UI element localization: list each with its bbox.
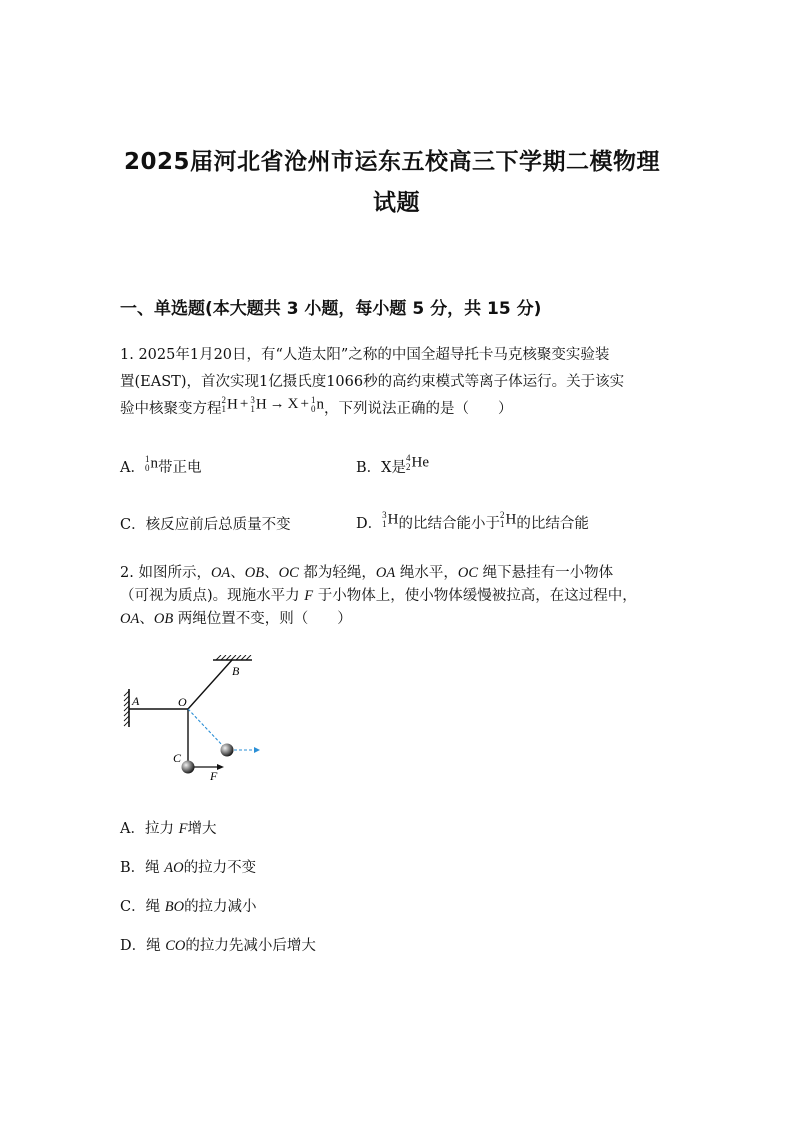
q1-line3-text: 验中核聚变方程 [120,401,222,417]
q1-option-a[interactable] [120,453,202,477]
neutron: 1 0 n [310,394,324,414]
option-text: 带正电 [157,460,202,476]
option-label: B．X是 [356,460,406,476]
label-c: C [173,751,182,765]
q2-line1: 2. 如图所示，OA、OB、OC 都为轻绳，OA 绳水平，OC 绳下悬挂有一小物体 [120,565,614,581]
neutron: 1 0 n [144,453,158,473]
option-label: D． [356,516,383,532]
rope-ob [188,660,232,709]
q1-option-c[interactable]: C．核反应前后总质量不变 [120,517,291,533]
q1-line3-tail: ，下列说法正确的是（ ） [323,401,513,417]
q2-option-a[interactable]: A．拉力 F增大 [120,821,217,837]
label-a: A [132,694,140,708]
q1-option-b[interactable] [356,452,429,477]
option-text-end: 的比结合能 [516,516,589,532]
q1-option-d[interactable] [356,509,589,533]
ball-original [182,761,195,774]
q2-option-c[interactable]: C．绳 BO的拉力减小 [120,899,257,915]
arrow: → [269,396,285,412]
page-title: 2025届河北省沧州市运东五校高三下学期二模物理 [124,149,661,175]
q2-line2: （可视为质点)。现施水平力 F 于小物体上，使小物体缓慢被拉高，在这过程中， [120,588,637,604]
plus-sign-2: + [300,396,309,412]
dashed-rope [188,709,224,747]
rope-diagram [120,655,280,785]
option-label: A． [120,460,145,476]
q2-option-d[interactable]: D．绳 CO的拉力先减小后增大 [120,938,316,954]
label-o: O [178,695,187,709]
q2-line3: OA、OB 两绳位置不变，则（ ） [120,611,352,627]
h3-nucleus: 3 1 H [250,394,267,414]
q1-line3 [120,394,513,418]
section-heading: 一、单选题(本大题共 3 小题，每小题 5 分，共 15 分) [120,299,542,319]
helium-nucleus: 4 2 He [405,452,429,472]
q1-line1: 1. 2025年1月20日，有“人造太阳”之称的中国全超导托卡马克核聚变实验装 [120,347,610,363]
x-product: X [287,396,299,412]
force-arrowhead [217,764,224,770]
fusion-equation [222,396,324,414]
h2-nucleus: 2 1 H [499,509,517,529]
ball-moved [221,744,234,757]
label-f: F [210,769,218,783]
q2-option-b[interactable]: B．绳 AO的拉力不变 [120,860,257,876]
label-b: B [232,664,240,678]
h2-nucleus: 2 1 H [221,394,238,414]
plus-sign: + [239,396,249,412]
q1-line2: 置(EAST)，首次实现1亿摄氏度1066秒的高约束模式等离子体运行。关于该实 [120,374,625,390]
dashed-arrowhead [254,747,260,753]
page-title-line2: 试题 [373,190,420,216]
option-text: 的比结合能小于 [398,516,500,532]
h3-nucleus: 3 1 H [382,509,399,529]
